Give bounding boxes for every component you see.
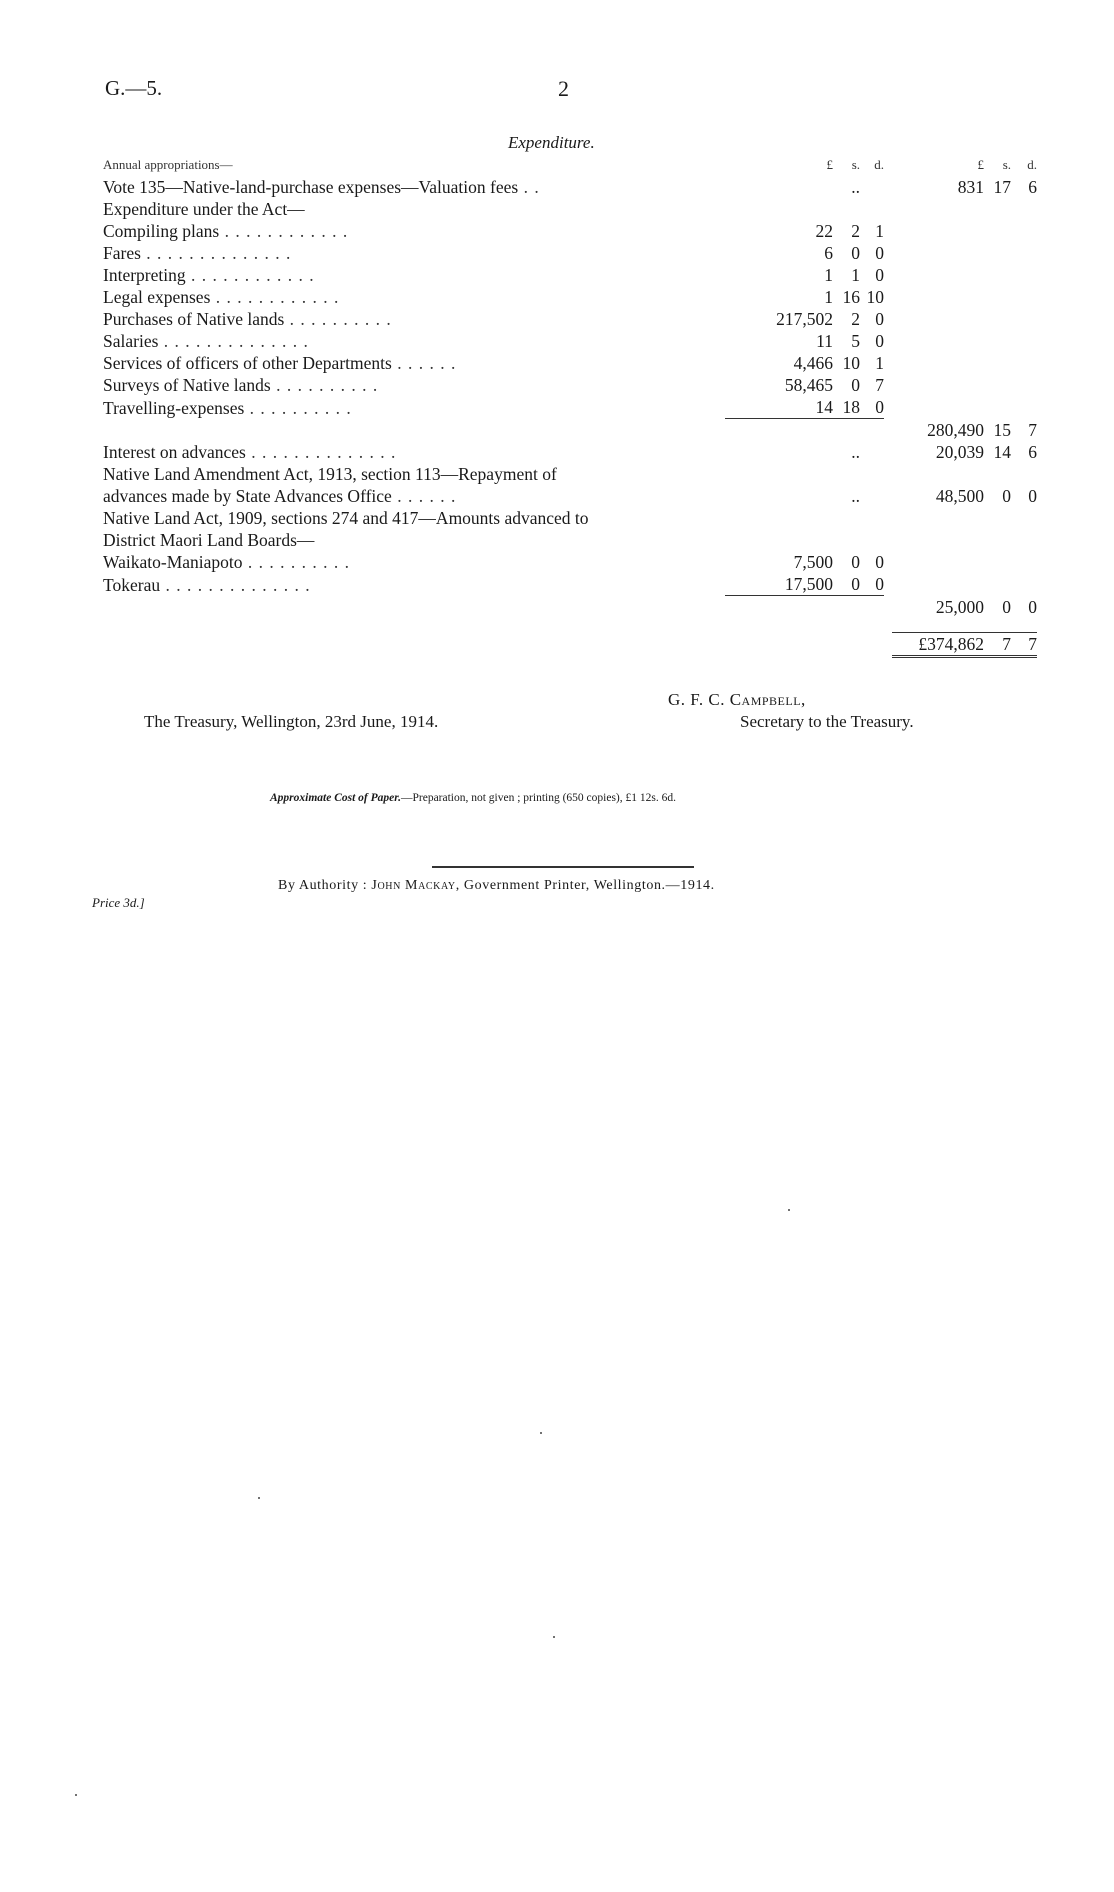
sub-pence: 10 [866, 287, 884, 307]
leader-dots: . . [518, 177, 540, 197]
sub-pounds: 11 [816, 331, 833, 351]
sub-pence: 1 [875, 221, 884, 241]
sub-pence: 0 [875, 574, 884, 594]
scan-speck [75, 1794, 77, 1796]
row-label: Services of officers of other Departments [103, 353, 392, 373]
sub-pence: 7 [875, 375, 884, 395]
table-row [103, 485, 1037, 507]
row-label: Fares [103, 243, 141, 263]
leader-dots: . . . . . . [391, 486, 457, 506]
sub-shillings: 0 [851, 574, 860, 594]
sub-pounds-header: £ [826, 157, 833, 172]
row-label: Compiling plans [103, 221, 220, 241]
cost-note-text: —Preparation, not given ; printing (650 copies), £1 12s. 6d. [400, 792, 676, 804]
sub-shillings: 0 [851, 243, 860, 263]
total-pence: 0 [1028, 486, 1037, 506]
total-pounds: 25,000 [935, 597, 984, 617]
sub-shillings: 10 [842, 353, 860, 373]
document-reference: G.—5. [105, 76, 163, 100]
scan-speck [258, 1497, 260, 1499]
total-pounds: 280,490 [927, 420, 984, 440]
authority-prefix: By Authority : [278, 878, 368, 893]
total-shillings-header: s. [1002, 157, 1011, 172]
total-shillings: 0 [1002, 597, 1011, 617]
total-pence: 7 [1028, 420, 1037, 440]
sub-pence: 0 [875, 331, 884, 351]
total-pence: 6 [1028, 177, 1037, 197]
total-pounds: 831 [957, 177, 984, 197]
printer-name: John Mackay, [371, 878, 460, 893]
row-label: Waikato-Maniapoto [103, 552, 243, 572]
sub-pounds: 22 [815, 221, 833, 241]
sub-pounds: 1 [824, 287, 833, 307]
table-row [103, 573, 1037, 596]
grand-total-shillings: 7 [984, 633, 1011, 657]
table-row [103, 507, 1037, 529]
leader-dots: . . . . . . . . . . . . . . [158, 331, 309, 351]
grand-total-pence: 7 [1011, 633, 1037, 657]
row-label: Travelling-expenses [103, 397, 245, 418]
table-row [103, 264, 1037, 286]
table-row [103, 441, 1037, 463]
table-row [103, 374, 1037, 396]
row-label: Interest on advances [103, 442, 246, 462]
sub-pounds: 4,466 [793, 353, 833, 373]
leader-dots: . . . . . . . . . . . . . . [160, 574, 311, 595]
total-pence: 6 [1028, 442, 1037, 462]
scan-speck [788, 1209, 790, 1211]
table-row [103, 396, 1037, 419]
total-pounds: 48,500 [935, 486, 984, 506]
table-row [103, 286, 1037, 308]
expenditure-table [103, 154, 1037, 658]
row-label: Surveys of Native lands [103, 375, 271, 395]
total-shillings: 0 [1002, 486, 1011, 506]
sub-pounds: 217,502 [776, 309, 833, 329]
scan-speck [553, 1636, 555, 1638]
subtotal-row [103, 419, 1037, 442]
sub-pounds: 14 [815, 397, 833, 417]
sub-pence: 0 [875, 243, 884, 263]
sub-shillings: 0 [851, 375, 860, 395]
sub-pence: 1 [875, 353, 884, 373]
table-row [103, 308, 1037, 330]
total-pounds-header: £ [977, 157, 984, 172]
table-row [103, 242, 1037, 264]
leader-dots: . . . . . . . . . . . . [185, 265, 315, 285]
sub-shillings: 0 [851, 552, 860, 572]
authority-suffix: Government Printer, Wellington.—1914. [463, 878, 715, 893]
sub-shillings: 16 [842, 287, 860, 307]
leader-dots: . . . . . . . . . . . . [210, 287, 340, 307]
grand-total-pounds: £374,862 [892, 633, 984, 657]
total-pounds: 20,039 [935, 442, 984, 462]
total-pence-header: d. [1027, 157, 1037, 172]
sub-pence: 0 [875, 309, 884, 329]
row-label: Native Land Amendment Act, 1913, section 113—Repayment of [103, 464, 557, 484]
sub-pounds: 7,500 [793, 552, 833, 572]
row-label: Annual appropriations— [103, 157, 233, 172]
table-row [103, 352, 1037, 374]
sub-shillings: 18 [842, 397, 860, 417]
column-header-row [103, 154, 1037, 176]
scan-speck [540, 1432, 542, 1434]
table-row [103, 463, 1037, 485]
sub-pence-header: d. [874, 157, 884, 172]
sub-shillings-header: s. [851, 157, 860, 172]
sub-pounds: 6 [824, 243, 833, 263]
sub-shillings: 2 [851, 221, 860, 241]
table-row [103, 220, 1037, 242]
total-pence: 0 [1028, 597, 1037, 617]
sub-pence: 0 [875, 552, 884, 572]
sub-shillings: 2 [851, 309, 860, 329]
sub-pounds: 17,500 [784, 574, 833, 594]
sub-shillings: .. [851, 486, 860, 506]
cost-note-label: Approximate Cost of Paper. [270, 792, 401, 804]
row-label: Tokerau [103, 574, 161, 595]
total-shillings: 15 [993, 420, 1011, 440]
row-label: District Maori Land Boards— [103, 530, 315, 550]
section-heading: Expenditure. [508, 133, 595, 152]
row-label: advances made by State Advances Office [103, 486, 392, 506]
total-shillings: 17 [993, 177, 1011, 197]
place-date: The Treasury, Wellington, 23rd June, 1914. [144, 712, 439, 731]
row-label: Legal expenses [103, 287, 211, 307]
leader-dots: . . . . . . [391, 353, 457, 373]
total-shillings: 14 [993, 442, 1011, 462]
table-row [103, 176, 1037, 198]
sub-shillings: 1 [851, 265, 860, 285]
row-label: Salaries [103, 331, 159, 351]
price-note: Price 3d.] [92, 895, 145, 910]
subtotal-row [103, 596, 1037, 619]
leader-dots: . . . . . . . . . . [244, 397, 352, 418]
authority-line [278, 878, 715, 894]
sub-pence: 0 [875, 265, 884, 285]
sub-shillings: .. [851, 177, 860, 197]
leader-dots: . . . . . . . . . . [284, 309, 392, 329]
row-label: Vote 135—Native-land-purchase expenses—Valuation fees [103, 177, 519, 197]
leader-dots: . . . . . . . . . . . . [219, 221, 349, 241]
row-label: Expenditure under the Act— [103, 199, 305, 219]
table-row [103, 330, 1037, 352]
row-label: Purchases of Native lands [103, 309, 285, 329]
cost-note [270, 792, 676, 804]
table-row [103, 198, 1037, 220]
sub-shillings: .. [851, 442, 860, 462]
leader-dots: . . . . . . . . . . [242, 552, 351, 572]
sub-shillings: 5 [851, 331, 860, 351]
page-number: 2 [558, 76, 569, 101]
signatory-title: Secretary to the Treasury. [740, 712, 914, 731]
leader-dots: . . . . . . . . . . . . . . [140, 243, 292, 263]
row-label: Interpreting [103, 265, 186, 285]
sub-pence: 0 [875, 397, 884, 417]
grand-total-row [103, 633, 1037, 657]
table-row [103, 529, 1037, 551]
sub-pounds: 58,465 [784, 375, 833, 395]
signatory-name: G. F. C. Campbell, [668, 690, 806, 709]
leader-dots: . . . . . . . . . . [270, 375, 379, 395]
sub-pounds: 1 [824, 265, 833, 285]
row-label: Native Land Act, 1909, sections 274 and 417—Amounts advanced to [103, 508, 589, 528]
leader-dots: . . . . . . . . . . . . . . [245, 442, 397, 462]
table-row [103, 551, 1037, 573]
divider-rule [432, 866, 694, 868]
